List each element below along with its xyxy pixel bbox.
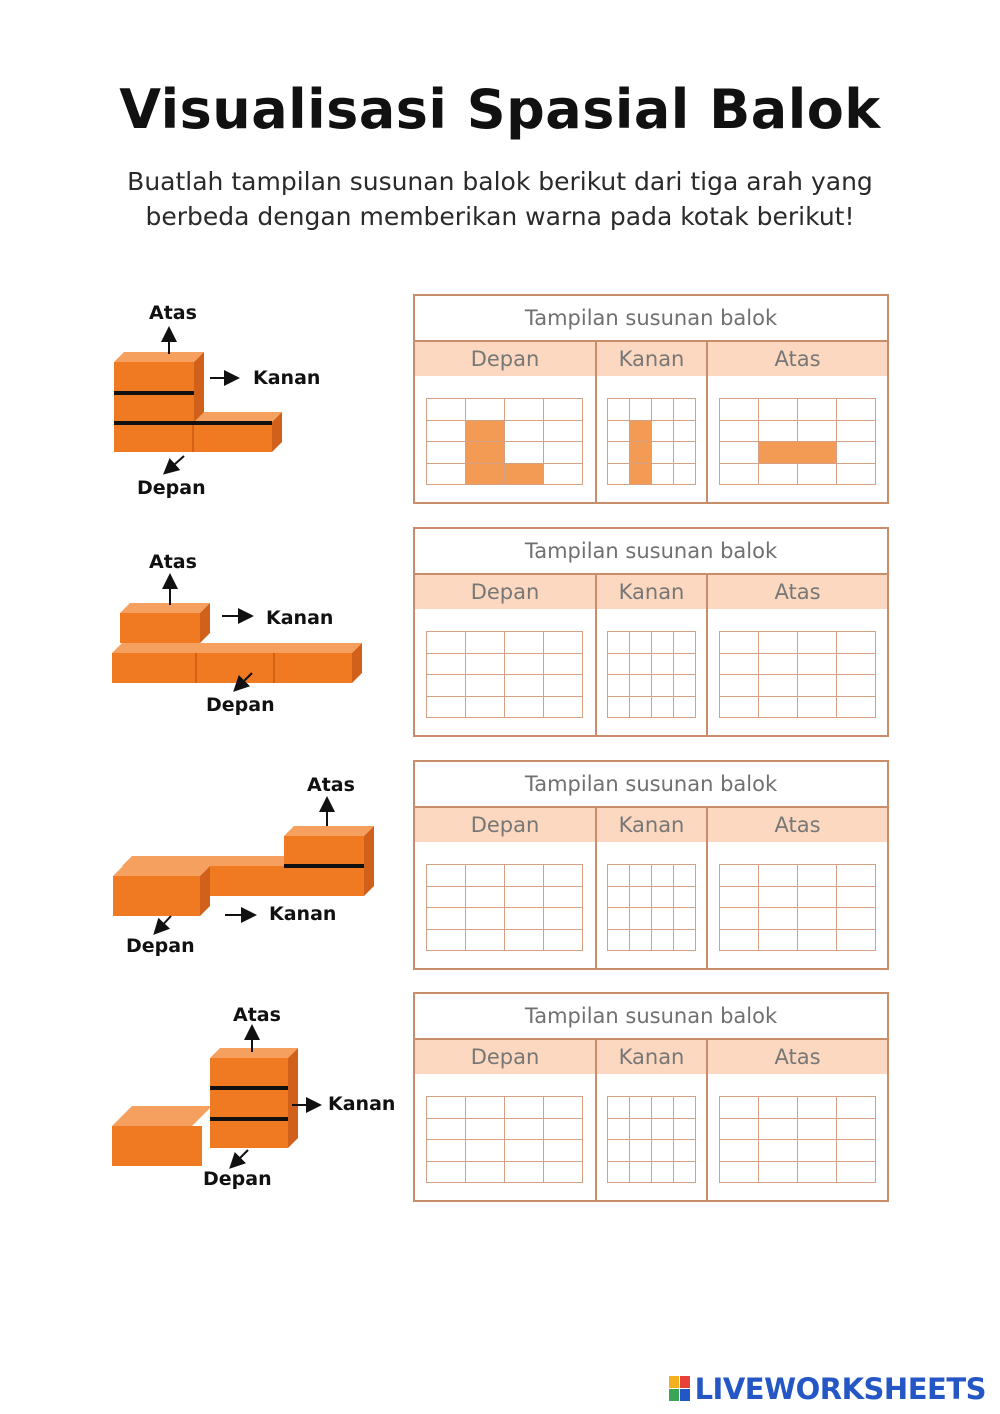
grid-cell[interactable] bbox=[426, 398, 466, 421]
grid-cell[interactable] bbox=[465, 463, 505, 486]
grid-cell[interactable] bbox=[607, 653, 630, 676]
grid-cell[interactable] bbox=[629, 864, 652, 887]
grid-cell[interactable] bbox=[758, 1118, 798, 1141]
grid-cell[interactable] bbox=[673, 420, 696, 443]
grid-cell[interactable] bbox=[651, 398, 674, 421]
grid-cell[interactable] bbox=[504, 631, 544, 654]
grid-cell[interactable] bbox=[607, 907, 630, 930]
grid-cell[interactable] bbox=[719, 674, 759, 697]
grid-cell[interactable] bbox=[629, 420, 652, 443]
grid-cell[interactable] bbox=[426, 907, 466, 930]
grid-cell[interactable] bbox=[543, 463, 583, 486]
grid-cell[interactable] bbox=[607, 441, 630, 464]
grid-cell[interactable] bbox=[836, 929, 876, 952]
grid-cell[interactable] bbox=[465, 1118, 505, 1141]
grid-kanan[interactable] bbox=[607, 1096, 695, 1182]
grid-cell[interactable] bbox=[797, 1096, 837, 1119]
grid-cell[interactable] bbox=[629, 1161, 652, 1184]
table-header: Tampilan susunan balok bbox=[415, 994, 887, 1040]
grid-cell[interactable] bbox=[836, 631, 876, 654]
grid-cell[interactable] bbox=[673, 1118, 696, 1141]
grid-cell[interactable] bbox=[426, 1139, 466, 1162]
grid-cell[interactable] bbox=[504, 441, 544, 464]
column-atas: Atas bbox=[708, 342, 887, 376]
grid-cell[interactable] bbox=[651, 1096, 674, 1119]
grid-cell[interactable] bbox=[607, 1161, 630, 1184]
grid-cell[interactable] bbox=[543, 696, 583, 719]
grid-atas[interactable] bbox=[719, 631, 875, 717]
instructions bbox=[100, 164, 900, 234]
column-depan: Depan bbox=[415, 1040, 595, 1074]
grid-cell[interactable] bbox=[836, 398, 876, 421]
grid-cell[interactable] bbox=[797, 1161, 837, 1184]
grid-cell[interactable] bbox=[797, 463, 837, 486]
label-atas: Atas bbox=[233, 1004, 281, 1026]
grid-cell[interactable] bbox=[836, 864, 876, 887]
exercise-2 bbox=[0, 527, 1000, 742]
grid-cell[interactable] bbox=[651, 674, 674, 697]
grid-cell[interactable] bbox=[504, 929, 544, 952]
grid-cell[interactable] bbox=[836, 1118, 876, 1141]
grid-cell[interactable] bbox=[426, 886, 466, 909]
grid-cell[interactable] bbox=[758, 886, 798, 909]
grid-cell[interactable] bbox=[465, 1161, 505, 1184]
grid-cell[interactable] bbox=[465, 886, 505, 909]
grid-cell[interactable] bbox=[504, 674, 544, 697]
column-kanan: Kanan bbox=[597, 808, 706, 842]
grid-depan[interactable] bbox=[426, 398, 582, 484]
grid-cell[interactable] bbox=[719, 463, 759, 486]
label-depan: Depan bbox=[137, 477, 206, 499]
grid-cell[interactable] bbox=[504, 1139, 544, 1162]
grid-cell[interactable] bbox=[607, 929, 630, 952]
grid-cell[interactable] bbox=[607, 398, 630, 421]
grid-cell[interactable] bbox=[465, 907, 505, 930]
grid-cell[interactable] bbox=[465, 398, 505, 421]
block-figure-4 bbox=[0, 992, 400, 1207]
grid-cell[interactable] bbox=[719, 1139, 759, 1162]
grid-cell[interactable] bbox=[465, 1096, 505, 1119]
grid-cell[interactable] bbox=[629, 674, 652, 697]
grid-cell[interactable] bbox=[651, 1139, 674, 1162]
label-kanan: Kanan bbox=[328, 1093, 396, 1115]
grid-cell[interactable] bbox=[797, 398, 837, 421]
grid-cell[interactable] bbox=[836, 1096, 876, 1119]
grid-cell[interactable] bbox=[836, 441, 876, 464]
view-table-2 bbox=[413, 527, 889, 737]
grid-cell[interactable] bbox=[504, 886, 544, 909]
grid-cell[interactable] bbox=[651, 1161, 674, 1184]
grid-cell[interactable] bbox=[426, 1118, 466, 1141]
grid-cell[interactable] bbox=[607, 631, 630, 654]
grid-cell[interactable] bbox=[465, 929, 505, 952]
grid-cell[interactable] bbox=[651, 653, 674, 676]
grid-cell[interactable] bbox=[629, 631, 652, 654]
grid-cell[interactable] bbox=[543, 441, 583, 464]
grid-cell[interactable] bbox=[673, 696, 696, 719]
grid-cell[interactable] bbox=[673, 631, 696, 654]
grid-cell[interactable] bbox=[758, 1096, 798, 1119]
grid-depan[interactable] bbox=[426, 864, 582, 950]
grid-cell[interactable] bbox=[426, 674, 466, 697]
grid-cell[interactable] bbox=[758, 653, 798, 676]
grid-cell[interactable] bbox=[465, 696, 505, 719]
grid-cell[interactable] bbox=[543, 864, 583, 887]
grid-cell[interactable] bbox=[836, 1161, 876, 1184]
label-depan: Depan bbox=[203, 1168, 272, 1190]
label-depan: Depan bbox=[126, 935, 195, 957]
grid-cell[interactable] bbox=[651, 907, 674, 930]
grid-cell[interactable] bbox=[651, 886, 674, 909]
grid-cell[interactable] bbox=[758, 907, 798, 930]
grid-cell[interactable] bbox=[629, 1096, 652, 1119]
grid-cell[interactable] bbox=[543, 1096, 583, 1119]
grid-kanan[interactable] bbox=[607, 864, 695, 950]
grid-cell[interactable] bbox=[758, 398, 798, 421]
grid-cell[interactable] bbox=[673, 929, 696, 952]
grid-cell[interactable] bbox=[758, 674, 798, 697]
grid-depan[interactable] bbox=[426, 1096, 582, 1182]
grid-cell[interactable] bbox=[607, 864, 630, 887]
grid-cell[interactable] bbox=[719, 441, 759, 464]
grid-cell[interactable] bbox=[465, 674, 505, 697]
column-depan: Depan bbox=[415, 808, 595, 842]
grid-cell[interactable] bbox=[607, 1096, 630, 1119]
exercise-4 bbox=[0, 992, 1000, 1207]
grid-cell[interactable] bbox=[719, 631, 759, 654]
label-kanan: Kanan bbox=[269, 903, 337, 925]
grid-cell[interactable] bbox=[797, 886, 837, 909]
grid-cell[interactable] bbox=[651, 864, 674, 887]
instruction-line-2: berbeda dengan memberikan warna pada kotak berikut! bbox=[145, 202, 855, 231]
grid-cell[interactable] bbox=[673, 1096, 696, 1119]
liveworksheets-logo bbox=[669, 1372, 986, 1406]
grid-cell[interactable] bbox=[426, 653, 466, 676]
grid-cell[interactable] bbox=[673, 463, 696, 486]
label-kanan: Kanan bbox=[253, 367, 321, 389]
grid-cell[interactable] bbox=[426, 631, 466, 654]
grid-cell[interactable] bbox=[673, 1161, 696, 1184]
instruction-line-1: Buatlah tampilan susunan balok berikut dari tiga arah yang bbox=[127, 167, 873, 196]
grid-cell[interactable] bbox=[543, 653, 583, 676]
grid-cell[interactable] bbox=[673, 1139, 696, 1162]
grid-cell[interactable] bbox=[504, 1096, 544, 1119]
table-header: Tampilan susunan balok bbox=[415, 529, 887, 575]
table-header: Tampilan susunan balok bbox=[415, 296, 887, 342]
grid-cell[interactable] bbox=[607, 696, 630, 719]
grid-cell[interactable] bbox=[836, 886, 876, 909]
grid-atas[interactable] bbox=[719, 398, 875, 484]
column-atas: Atas bbox=[708, 1040, 887, 1074]
block-figure-1 bbox=[0, 294, 400, 509]
grid-cell[interactable] bbox=[797, 653, 837, 676]
grid-cell[interactable] bbox=[504, 907, 544, 930]
grid-cell[interactable] bbox=[629, 653, 652, 676]
grid-cell[interactable] bbox=[629, 1139, 652, 1162]
page-title: Visualisasi Spasial Balok bbox=[119, 78, 881, 141]
exercise-1 bbox=[0, 294, 1000, 509]
grid-cell[interactable] bbox=[543, 1139, 583, 1162]
label-atas: Atas bbox=[307, 774, 355, 796]
grid-cell[interactable] bbox=[543, 398, 583, 421]
grid-cell[interactable] bbox=[719, 1096, 759, 1119]
grid-cell[interactable] bbox=[758, 631, 798, 654]
grid-atas[interactable] bbox=[719, 864, 875, 950]
grid-cell[interactable] bbox=[758, 864, 798, 887]
grid-cell[interactable] bbox=[629, 929, 652, 952]
grid-cell[interactable] bbox=[629, 441, 652, 464]
grid-cell[interactable] bbox=[797, 420, 837, 443]
grid-cell[interactable] bbox=[651, 441, 674, 464]
grid-cell[interactable] bbox=[465, 441, 505, 464]
grid-cell[interactable] bbox=[719, 907, 759, 930]
grid-cell[interactable] bbox=[719, 696, 759, 719]
grid-atas[interactable] bbox=[719, 1096, 875, 1182]
grid-cell[interactable] bbox=[758, 1139, 798, 1162]
grid-cell[interactable] bbox=[504, 463, 544, 486]
grid-cell[interactable] bbox=[836, 653, 876, 676]
grid-cell[interactable] bbox=[426, 1161, 466, 1184]
label-depan: Depan bbox=[206, 694, 275, 716]
grid-cell[interactable] bbox=[504, 653, 544, 676]
grid-cell[interactable] bbox=[426, 441, 466, 464]
grid-cell[interactable] bbox=[836, 674, 876, 697]
grid-cell[interactable] bbox=[673, 864, 696, 887]
grid-cell[interactable] bbox=[543, 631, 583, 654]
view-table-1 bbox=[413, 294, 889, 504]
block-figure-3 bbox=[0, 760, 400, 975]
grid-cell[interactable] bbox=[465, 1139, 505, 1162]
grid-cell[interactable] bbox=[836, 907, 876, 930]
grid-cell[interactable] bbox=[651, 1118, 674, 1141]
grid-kanan[interactable] bbox=[607, 631, 695, 717]
column-kanan: Kanan bbox=[597, 575, 706, 609]
grid-cell[interactable] bbox=[651, 420, 674, 443]
grid-cell[interactable] bbox=[543, 886, 583, 909]
grid-cell[interactable] bbox=[797, 696, 837, 719]
grid-cell[interactable] bbox=[426, 1096, 466, 1119]
grid-cell[interactable] bbox=[719, 929, 759, 952]
grid-cell[interactable] bbox=[504, 696, 544, 719]
grid-cell[interactable] bbox=[797, 907, 837, 930]
grid-cell[interactable] bbox=[758, 696, 798, 719]
grid-cell[interactable] bbox=[426, 696, 466, 719]
grid-cell[interactable] bbox=[543, 1118, 583, 1141]
grid-cell[interactable] bbox=[673, 886, 696, 909]
grid-cell[interactable] bbox=[629, 907, 652, 930]
grid-cell[interactable] bbox=[758, 929, 798, 952]
grid-cell[interactable] bbox=[719, 653, 759, 676]
grid-cell[interactable] bbox=[719, 420, 759, 443]
grid-cell[interactable] bbox=[797, 864, 837, 887]
grid-cell[interactable] bbox=[543, 674, 583, 697]
liveworksheets-logo-icon bbox=[669, 1376, 691, 1402]
grid-cell[interactable] bbox=[797, 929, 837, 952]
grid-cell[interactable] bbox=[673, 441, 696, 464]
grid-cell[interactable] bbox=[426, 864, 466, 887]
grid-cell[interactable] bbox=[465, 653, 505, 676]
grid-cell[interactable] bbox=[465, 631, 505, 654]
label-atas: Atas bbox=[149, 302, 197, 324]
column-kanan: Kanan bbox=[597, 1040, 706, 1074]
block-arrangement-2 bbox=[0, 527, 400, 742]
grid-cell[interactable] bbox=[797, 1118, 837, 1141]
grid-cell[interactable] bbox=[651, 929, 674, 952]
grid-cell[interactable] bbox=[836, 1139, 876, 1162]
grid-depan[interactable] bbox=[426, 631, 582, 717]
grid-cell[interactable] bbox=[673, 907, 696, 930]
column-atas: Atas bbox=[708, 575, 887, 609]
grid-cell[interactable] bbox=[629, 1118, 652, 1141]
grid-cell[interactable] bbox=[607, 1118, 630, 1141]
grid-cell[interactable] bbox=[607, 886, 630, 909]
grid-kanan[interactable] bbox=[607, 398, 695, 484]
grid-cell[interactable] bbox=[836, 696, 876, 719]
grid-cell[interactable] bbox=[651, 696, 674, 719]
grid-cell[interactable] bbox=[607, 1139, 630, 1162]
grid-cell[interactable] bbox=[504, 1118, 544, 1141]
grid-cell[interactable] bbox=[629, 463, 652, 486]
grid-cell[interactable] bbox=[629, 398, 652, 421]
grid-cell[interactable] bbox=[797, 674, 837, 697]
label-atas: Atas bbox=[149, 551, 197, 573]
grid-cell[interactable] bbox=[797, 1139, 837, 1162]
grid-cell[interactable] bbox=[673, 398, 696, 421]
grid-cell[interactable] bbox=[629, 886, 652, 909]
grid-cell[interactable] bbox=[543, 907, 583, 930]
grid-cell[interactable] bbox=[758, 1161, 798, 1184]
grid-cell[interactable] bbox=[543, 929, 583, 952]
grid-cell[interactable] bbox=[465, 864, 505, 887]
grid-cell[interactable] bbox=[758, 463, 798, 486]
grid-cell[interactable] bbox=[607, 420, 630, 443]
grid-cell[interactable] bbox=[607, 463, 630, 486]
grid-cell[interactable] bbox=[719, 864, 759, 887]
grid-cell[interactable] bbox=[504, 864, 544, 887]
grid-cell[interactable] bbox=[758, 441, 798, 464]
view-table-4 bbox=[413, 992, 889, 1202]
grid-cell[interactable] bbox=[504, 420, 544, 443]
grid-cell[interactable] bbox=[719, 886, 759, 909]
grid-cell[interactable] bbox=[673, 653, 696, 676]
block-figure-2 bbox=[0, 527, 400, 742]
grid-cell[interactable] bbox=[797, 441, 837, 464]
grid-cell[interactable] bbox=[758, 420, 798, 443]
grid-cell[interactable] bbox=[651, 631, 674, 654]
grid-cell[interactable] bbox=[651, 463, 674, 486]
grid-cell[interactable] bbox=[543, 1161, 583, 1184]
grid-cell[interactable] bbox=[504, 1161, 544, 1184]
column-kanan: Kanan bbox=[597, 342, 706, 376]
column-depan: Depan bbox=[415, 342, 595, 376]
grid-cell[interactable] bbox=[426, 420, 466, 443]
label-kanan: Kanan bbox=[266, 607, 334, 629]
grid-cell[interactable] bbox=[607, 674, 630, 697]
grid-cell[interactable] bbox=[719, 1118, 759, 1141]
grid-cell[interactable] bbox=[673, 674, 696, 697]
grid-cell[interactable] bbox=[504, 398, 544, 421]
grid-cell[interactable] bbox=[797, 631, 837, 654]
grid-cell[interactable] bbox=[719, 398, 759, 421]
liveworksheets-brand: LIVEWORKSHEETS bbox=[694, 1372, 986, 1406]
grid-cell[interactable] bbox=[543, 420, 583, 443]
exercise-3 bbox=[0, 760, 1000, 975]
view-table-3 bbox=[413, 760, 889, 970]
table-header: Tampilan susunan balok bbox=[415, 762, 887, 808]
grid-cell[interactable] bbox=[836, 463, 876, 486]
column-depan: Depan bbox=[415, 575, 595, 609]
grid-cell[interactable] bbox=[719, 1161, 759, 1184]
column-atas: Atas bbox=[708, 808, 887, 842]
grid-cell[interactable] bbox=[426, 463, 466, 486]
grid-cell[interactable] bbox=[629, 696, 652, 719]
grid-cell[interactable] bbox=[465, 420, 505, 443]
grid-cell[interactable] bbox=[426, 929, 466, 952]
grid-cell[interactable] bbox=[836, 420, 876, 443]
